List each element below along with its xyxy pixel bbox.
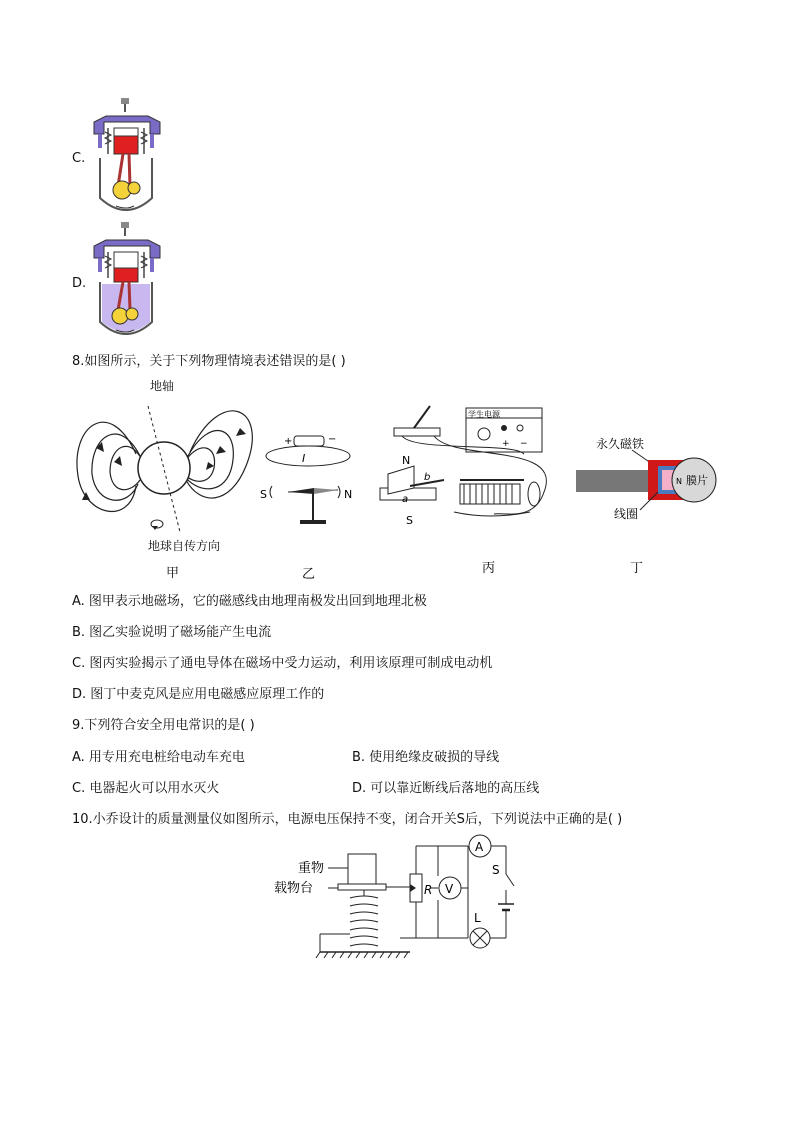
figure-ding-caption: 丁 — [630, 561, 644, 576]
figure-yi-oersted — [258, 432, 368, 582]
figure-bing-n: N — [402, 454, 411, 467]
figure-bing-caption: 丙 — [482, 561, 496, 576]
q10-a: A — [475, 840, 484, 854]
figure-jia-rotation-label: 地球自传方向 — [148, 539, 221, 553]
figure-yi-s: S — [260, 488, 267, 501]
figure-bing-a: a — [402, 494, 409, 505]
q8-option-a: A. 图甲表示地磁场，它的磁感线由地理南极发出回到地理北极 — [72, 594, 427, 609]
figure-yi-plus: + — [284, 436, 293, 447]
figure-bing-b: b — [424, 472, 431, 483]
figure-ding-microphone — [574, 432, 724, 580]
q8-stem: 8.如图所示，关于下列物理情境表述错误的是( ) — [72, 354, 346, 369]
q10-platform-label: 载物台 — [274, 881, 314, 896]
figure-yi-caption: 乙 — [302, 567, 316, 582]
figure-bing-plus: + — [502, 439, 510, 449]
q7-option-d-label: D. — [72, 276, 87, 291]
figure-bing-motor — [374, 402, 570, 580]
q10-r: R — [424, 883, 433, 897]
figure-jia-caption: 甲 — [166, 566, 180, 581]
figure-ding-n: N — [676, 477, 682, 486]
q7-option-c-label: C. — [72, 151, 86, 166]
q10-stem: 10.小乔设计的质量测量仪如图所示，电源电压保持不变，闭合开关S后，下列说法中正确的是( ) — [72, 812, 623, 827]
figure-bing-supply: 学生电源 — [468, 410, 500, 419]
q9-option-b: B. 使用绝缘皮破损的导线 — [352, 750, 500, 765]
figure-ding-magnet: 永久磁铁 — [596, 437, 645, 451]
engine-diagram-d — [90, 222, 162, 342]
figure-bing-s: S — [406, 514, 413, 527]
q8-option-c: C. 图丙实验揭示了通电导体在磁场中受力运动，利用该原理可制成电动机 — [72, 656, 493, 671]
figure-ding-diaphragm: 膜片 — [686, 474, 708, 487]
figure-yi-minus: − — [328, 434, 337, 445]
figure-bing-minus: − — [520, 439, 528, 449]
q8-option-b: B. 图乙实验说明了磁场能产生电流 — [72, 625, 272, 640]
q9-option-d: D. 可以靠近断线后落地的高压线 — [352, 781, 540, 796]
q8-option-d: D. 图丁中麦克风是应用电磁感应原理工作的 — [72, 687, 325, 702]
figure-q10-mass-meter — [272, 834, 522, 964]
figure-yi-current: I — [302, 452, 306, 465]
q10-weight-label: 重物 — [298, 861, 325, 876]
q9-option-c: C. 电器起火可以用水灭火 — [72, 781, 220, 796]
q9-option-a: A. 用专用充电桩给电动车充电 — [72, 750, 245, 765]
q10-v: V — [445, 882, 454, 896]
figure-jia-axis-label: 地轴 — [150, 379, 175, 393]
figure-jia-earth-field — [70, 376, 260, 581]
engine-diagram-c — [90, 98, 162, 218]
q10-s: S — [492, 863, 500, 877]
figure-yi-n: N — [344, 488, 353, 501]
figure-ding-coil: 线圈 — [614, 507, 639, 521]
q10-l: L — [474, 911, 481, 925]
q9-stem: 9.下列符合安全用电常识的是( ) — [72, 718, 255, 733]
